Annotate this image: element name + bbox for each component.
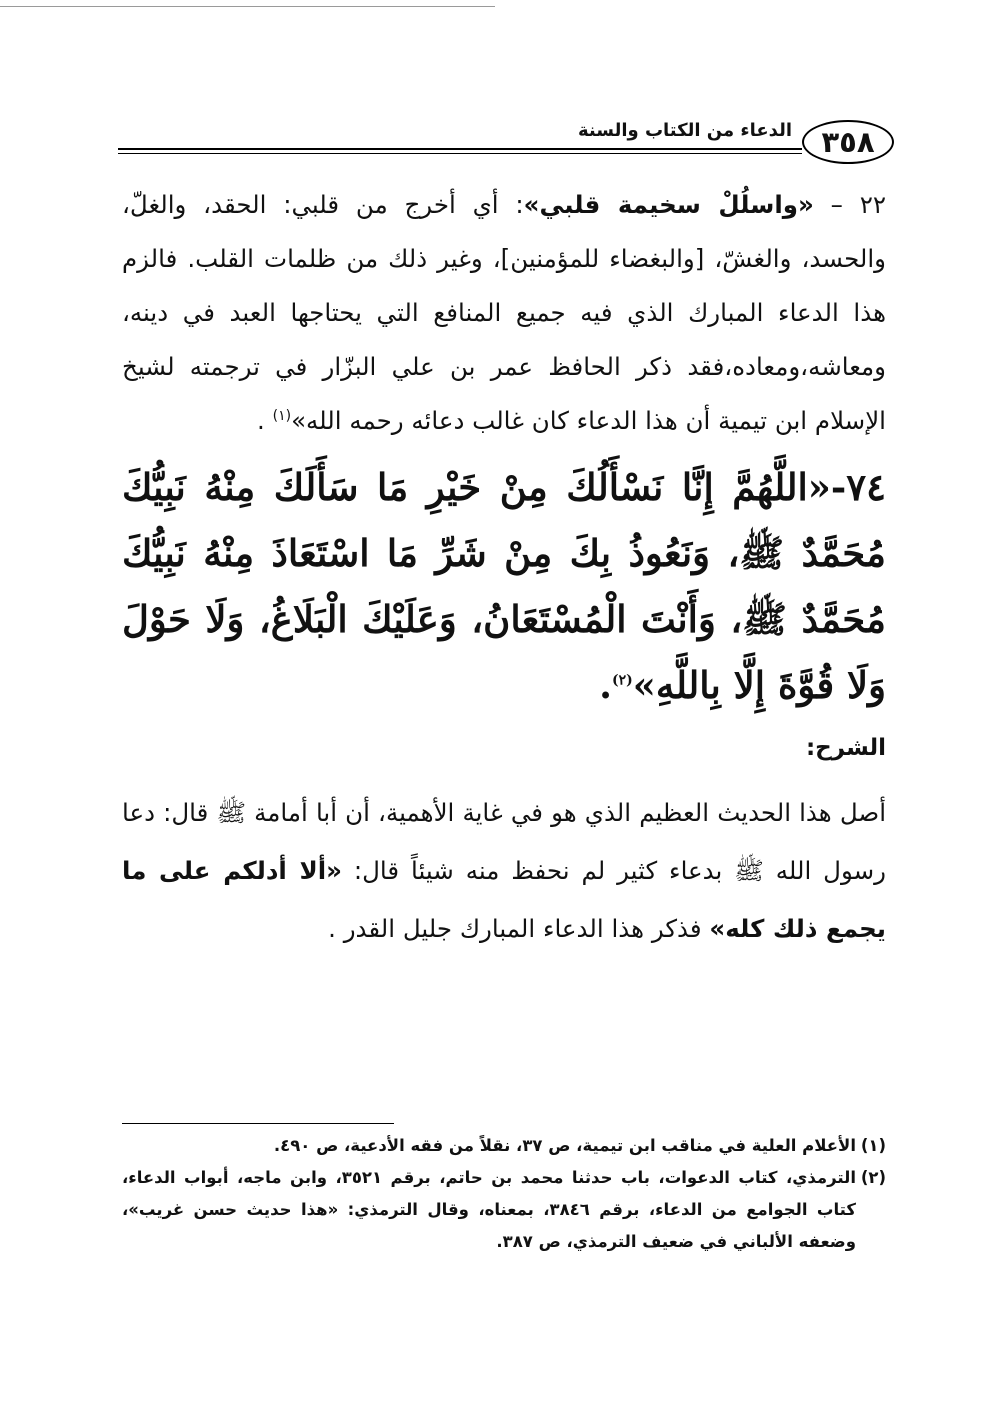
header-rule bbox=[118, 148, 802, 154]
dua-74-text: «اللَّهُمَّ إِنَّا نَسْأَلُكَ مِنْ خَيْرِ مَا سَأَلَكَ مِنْهُ نَبِيُّكَ مُحَمَّدٌ ﷺ، وَنَعُوذُ بِكَ مِنْ شَرِّ مَا اسْتَعَاذَ مِنْهُ نَبِيُّكَ مُحَمَّدٌ ﷺ، وَأَنْتَ الْمُسْتَعَانُ، وَعَلَيْكَ الْبَلَاغُ، وَلَا حَوْلَ وَلَا قُوَّةَ إِلَّا بِاللَّهِ» bbox=[122, 465, 886, 707]
page-body bbox=[122, 178, 886, 958]
paragraph-item-22 bbox=[122, 178, 886, 448]
page-number: ٣٥٨ bbox=[802, 120, 894, 164]
item-22-number: ٢٢ – bbox=[813, 190, 887, 219]
page-header bbox=[118, 108, 894, 168]
sharh-heading: الشرح: bbox=[805, 735, 886, 761]
footnote-2-text: الترمذي، كتاب الدعوات، باب حدثنا محمد بن حاتم، برقم ٣٥٢١، وابن ماجه، أبواب الدعاء، كتاب الجوامع من الدعاء، برقم ٣٨٤٦، بمعناه، وقال الترمذي: «هذا حديث حسن غريب»، وضعفه الألباني في ضعيف الترمذي، ص ٣٨٧. bbox=[122, 1168, 857, 1251]
sharh-quote: «ألا أدلكم على ما يجمع ذلك كله» bbox=[122, 856, 886, 943]
item-22-quote: «واسلُلْ سخيمة قلبي» bbox=[523, 190, 814, 219]
dua-74 bbox=[122, 454, 886, 718]
footnote-1-text: الأعلام العلية في مناقب ابن تيمية، ص ٣٧، نقلاً من فقه الأدعية، ص ٤٩٠. bbox=[273, 1136, 856, 1155]
item-22-end: . bbox=[257, 406, 273, 435]
footnote-2 bbox=[122, 1162, 886, 1258]
sharh-paragraph bbox=[122, 784, 886, 958]
running-title: الدعاء من الكتاب والسنة bbox=[577, 120, 792, 141]
footnote-1-number: (١) bbox=[860, 1136, 886, 1155]
footnote-2-number: (٢) bbox=[860, 1168, 886, 1187]
footnote-1 bbox=[122, 1130, 886, 1162]
footnote-separator bbox=[122, 1123, 394, 1124]
dua-74-number: ٧٤- bbox=[830, 465, 886, 509]
item-22-text: : أي أخرج من قلبي: الحقد، والغلّ، والحسد، والغشّ، [والبغضاء للمؤمنين]، وغير ذلك من ظلمات القلب. فالزم هذا الدعاء المبارك الذي فيه جميع المنافع التي يحتاجها العبد في دينه، ومعاشه،ومعاده،فقد ذكر الحافظ عمر بن علي البزّار في ترجمته لشيخ الإسلام ابن تيمية أن هذا الدعاء كان غالب دعائه رحمه الله» bbox=[122, 190, 886, 435]
sharh-text-2: فذكر هذا الدعاء المبارك جليل القدر . bbox=[328, 914, 710, 943]
dua-74-end: . bbox=[599, 663, 612, 707]
sharh-text-1: أصل هذا الحديث العظيم الذي هو في غاية الأهمية، أن أبا أمامة ﷺ قال: دعا رسول الله ﷺ بدعاء كثير لم نحفظ منه شيئاً قال: bbox=[122, 798, 886, 885]
footnote-ref-2[interactable]: (٢) bbox=[611, 672, 633, 689]
footnote-ref-1[interactable]: (١) bbox=[272, 407, 292, 424]
scan-edge-line bbox=[0, 6, 495, 7]
footnotes bbox=[122, 1130, 886, 1258]
